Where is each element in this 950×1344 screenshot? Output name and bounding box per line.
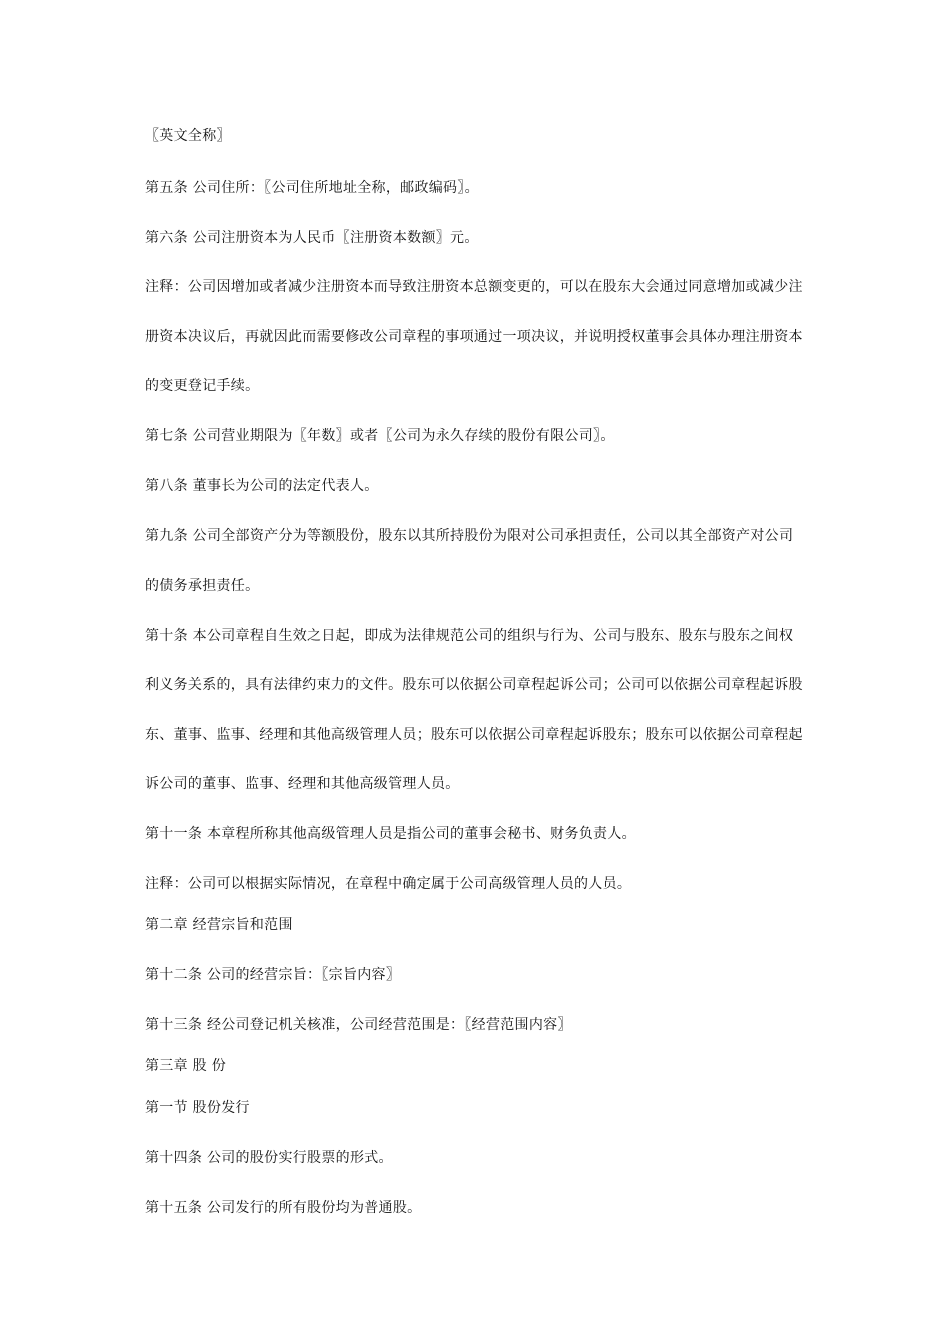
- article-10-line-3: 东、董事、监事、经理和其他高级管理人员；股东可以依据公司章程起诉股东；股东可以依据公司章程起: [145, 727, 803, 743]
- article-7: 第七条 公司营业期限为〖年数〗或者〖公司为永久存续的股份有限公司〗。: [145, 428, 615, 444]
- note-senior-management: 注释：公司可以根据实际情况，在章程中确定属于公司高级管理人员的人员。: [145, 876, 632, 892]
- article-9-line-2: 的债务承担责任。: [145, 578, 260, 594]
- article-8: 第八条 董事长为公司的法定代表人。: [145, 478, 379, 494]
- article-5: 第五条 公司住所：〖公司住所地址全称，邮政编码〗。: [145, 180, 479, 196]
- article-13: 第十三条 经公司登记机关核准，公司经营范围是：〖经营范围内容〗: [145, 1017, 572, 1033]
- english-full-name-line: 〖英文全称〗: [145, 128, 231, 144]
- article-6: 第六条 公司注册资本为人民币〖注册资本数额〗元。: [145, 230, 479, 246]
- note-capital-line-1: 注释：公司因增加或者减少注册资本而导致注册资本总额变更的，可以在股东大会通过同意增加或减少注: [145, 279, 803, 295]
- article-14: 第十四条 公司的股份实行股票的形式。: [145, 1150, 393, 1166]
- chapter-3-heading: 第三章 股 份: [145, 1058, 226, 1074]
- note-capital-line-3: 的变更登记手续。: [145, 378, 260, 394]
- article-9-line-1: 第九条 公司全部资产分为等额股份，股东以其所持股份为限对公司承担责任，公司以其全部资产对公司: [145, 528, 794, 544]
- article-10-line-2: 利义务关系的，具有法律约束力的文件。股东可以依据公司章程起诉公司；公司可以依据公司章程起诉股: [145, 677, 803, 693]
- note-capital-line-2: 册资本决议后，再就因此而需要修改公司章程的事项通过一项决议，并说明授权董事会具体办理注册资本: [145, 329, 803, 345]
- article-12: 第十二条 公司的经营宗旨：〖宗旨内容〗: [145, 967, 401, 983]
- article-11: 第十一条 本章程所称其他高级管理人员是指公司的董事会秘书、财务负责人。: [145, 826, 636, 842]
- article-10-line-1: 第十条 本公司章程自生效之日起，即成为法律规范公司的组织与行为、公司与股东、股东与股东之间权: [145, 628, 794, 644]
- section-1-heading: 第一节 股份发行: [145, 1100, 250, 1116]
- article-10-line-4: 诉公司的董事、监事、经理和其他高级管理人员。: [145, 776, 460, 792]
- article-15: 第十五条 公司发行的所有股份均为普通股。: [145, 1200, 422, 1216]
- chapter-2-heading: 第二章 经营宗旨和范围: [145, 917, 293, 933]
